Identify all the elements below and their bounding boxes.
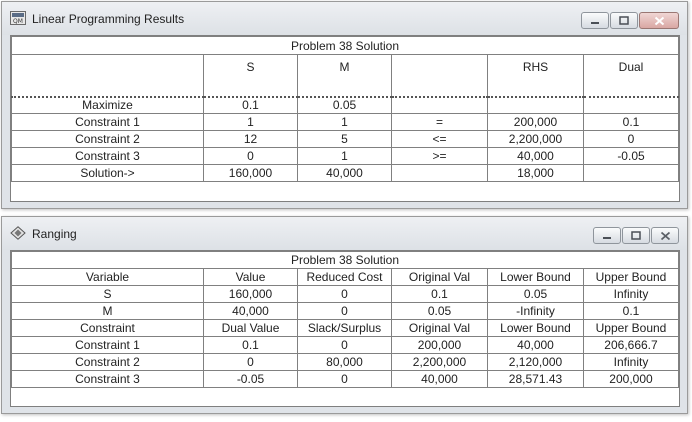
ranging-cell[interactable]: 28,571.43 <box>488 371 584 388</box>
ranging-cell[interactable]: 0 <box>298 286 392 303</box>
ranging-header-cell: Reduced Cost <box>298 269 392 286</box>
ranging-cell[interactable]: -0.05 <box>204 371 298 388</box>
ranging-cell[interactable]: 200,000 <box>392 337 488 354</box>
ranging-cell[interactable]: 160,000 <box>204 286 298 303</box>
ranging-variable-header <box>12 269 679 286</box>
ranging-header-cell: Variable <box>12 269 204 286</box>
ranging-header-cell: Lower Bound <box>488 269 584 286</box>
ranging-diamond-icon <box>10 226 26 240</box>
svg-text:QM: QM <box>13 18 23 25</box>
ranging-cell[interactable]: 0 <box>298 337 392 354</box>
lp-cell[interactable] <box>488 97 584 114</box>
lp-cell[interactable]: 200,000 <box>488 114 584 131</box>
ranging-cell[interactable]: -Infinity <box>488 303 584 320</box>
ranging-cell[interactable]: 0 <box>298 303 392 320</box>
lp-cell[interactable] <box>392 165 488 182</box>
lp-results-window <box>1 1 688 209</box>
ranging-cell[interactable]: 2,200,000 <box>392 354 488 371</box>
ranging-cell[interactable]: 206,666.7 <box>584 337 679 354</box>
maximize-icon <box>619 16 629 25</box>
lp-header-cell <box>12 55 204 97</box>
lp-cell[interactable]: Constraint 3 <box>12 148 204 165</box>
lp-row-constraint-3 <box>12 148 679 165</box>
ranging-grid <box>10 250 680 407</box>
ranging-header-cell: Value <box>204 269 298 286</box>
ranging-cell[interactable]: S <box>12 286 204 303</box>
lp-cell[interactable]: 0 <box>584 131 679 148</box>
ranging-cell[interactable]: 40,000 <box>204 303 298 320</box>
ranging-cell[interactable]: 0.05 <box>392 303 488 320</box>
ranging-header-cell: Original Val <box>392 269 488 286</box>
ranging-row-s <box>12 286 679 303</box>
lp-header-cell <box>392 55 488 97</box>
ranging-cell[interactable]: Infinity <box>584 354 679 371</box>
ranging-cell[interactable]: 0.1 <box>584 303 679 320</box>
ranging-grid-caption: Problem 38 Solution <box>12 252 679 269</box>
lp-cell[interactable]: 1 <box>204 114 298 131</box>
lp-cell[interactable]: 0 <box>204 148 298 165</box>
ranging-header-cell: Upper Bound <box>584 269 679 286</box>
ranging-cell[interactable]: 2,120,000 <box>488 354 584 371</box>
lp-cell[interactable]: 160,000 <box>204 165 298 182</box>
lp-cell[interactable]: 12 <box>204 131 298 148</box>
maximize-button[interactable] <box>610 12 638 29</box>
ranging-cell[interactable]: 0 <box>204 354 298 371</box>
ranging-cell[interactable]: M <box>12 303 204 320</box>
lp-header-cell: RHS <box>488 55 584 97</box>
lp-cell[interactable]: <= <box>392 131 488 148</box>
lp-cell[interactable]: 0.1 <box>584 114 679 131</box>
lp-cell[interactable]: 1 <box>298 148 392 165</box>
ranging-row-constraint-1 <box>12 337 679 354</box>
lp-row-maximize <box>12 97 679 114</box>
lp-cell[interactable]: Constraint 2 <box>12 131 204 148</box>
ranging-title: Ranging <box>32 227 77 241</box>
ranging-titlebar[interactable] <box>2 217 687 250</box>
maximize-button[interactable] <box>622 227 650 244</box>
ranging-header-cell: Lower Bound <box>488 320 584 337</box>
ranging-row-constraint-2 <box>12 354 679 371</box>
close-icon <box>654 16 665 26</box>
lp-cell[interactable]: >= <box>392 148 488 165</box>
lp-cell[interactable]: 1 <box>298 114 392 131</box>
close-button[interactable] <box>639 12 679 29</box>
minimize-button[interactable] <box>581 12 609 29</box>
ranging-header-cell: Original Val <box>392 320 488 337</box>
ranging-window <box>1 216 688 414</box>
lp-cell[interactable]: 2,200,000 <box>488 131 584 148</box>
lp-cell[interactable]: -0.05 <box>584 148 679 165</box>
ranging-header-cell: Slack/Surplus <box>298 320 392 337</box>
ranging-cell[interactable]: 40,000 <box>392 371 488 388</box>
ranging-row-constraint-3 <box>12 371 679 388</box>
ranging-cell[interactable]: Infinity <box>584 286 679 303</box>
ranging-cell[interactable]: Constraint 3 <box>12 371 204 388</box>
lp-results-title: Linear Programming Results <box>32 12 185 26</box>
lp-cell[interactable]: Solution-> <box>12 165 204 182</box>
lp-cell[interactable] <box>392 97 488 114</box>
lp-header-cell: S <box>204 55 298 97</box>
minimize-icon <box>602 232 612 240</box>
ranging-cell[interactable]: 0.1 <box>204 337 298 354</box>
ranging-cell[interactable]: 200,000 <box>584 371 679 388</box>
minimize-button[interactable] <box>593 227 621 244</box>
maximize-icon <box>631 231 641 240</box>
lp-cell[interactable]: 0.05 <box>298 97 392 114</box>
lp-cell[interactable]: 5 <box>298 131 392 148</box>
qm-app-icon <box>10 11 26 25</box>
lp-cell[interactable]: Constraint 1 <box>12 114 204 131</box>
lp-cell[interactable]: 40,000 <box>298 165 392 182</box>
lp-results-titlebar[interactable] <box>2 2 687 35</box>
lp-cell[interactable]: Maximize <box>12 97 204 114</box>
lp-cell[interactable] <box>584 165 679 182</box>
lp-cell[interactable]: 0.1 <box>204 97 298 114</box>
lp-results-grid <box>10 35 680 202</box>
lp-row-constraint-2 <box>12 131 679 148</box>
lp-header-cell: Dual <box>584 55 679 97</box>
ranging-row-m <box>12 303 679 320</box>
lp-header-cell: M <box>298 55 392 97</box>
ranging-cell[interactable]: 40,000 <box>488 337 584 354</box>
lp-row-solution <box>12 165 679 182</box>
lp-cell[interactable]: = <box>392 114 488 131</box>
ranging-cell[interactable]: 0.1 <box>392 286 488 303</box>
ranging-cell[interactable]: 0 <box>298 371 392 388</box>
close-button[interactable] <box>651 227 679 244</box>
ranging-header-cell: Dual Value <box>204 320 298 337</box>
lp-cell[interactable]: 40,000 <box>488 148 584 165</box>
lp-cell[interactable]: 18,000 <box>488 165 584 182</box>
ranging-cell[interactable]: Constraint 1 <box>12 337 204 354</box>
ranging-header-cell: Upper Bound <box>584 320 679 337</box>
lp-cell[interactable] <box>584 97 679 114</box>
ranging-constraint-header <box>12 320 679 337</box>
lp-row-constraint-1 <box>12 114 679 131</box>
ranging-cell[interactable]: 0.05 <box>488 286 584 303</box>
close-icon <box>660 231 671 241</box>
ranging-cell[interactable]: Constraint 2 <box>12 354 204 371</box>
ranging-cell[interactable]: 80,000 <box>298 354 392 371</box>
lp-grid-caption: Problem 38 Solution <box>12 37 679 55</box>
minimize-icon <box>590 17 600 25</box>
ranging-header-cell: Constraint <box>12 320 204 337</box>
